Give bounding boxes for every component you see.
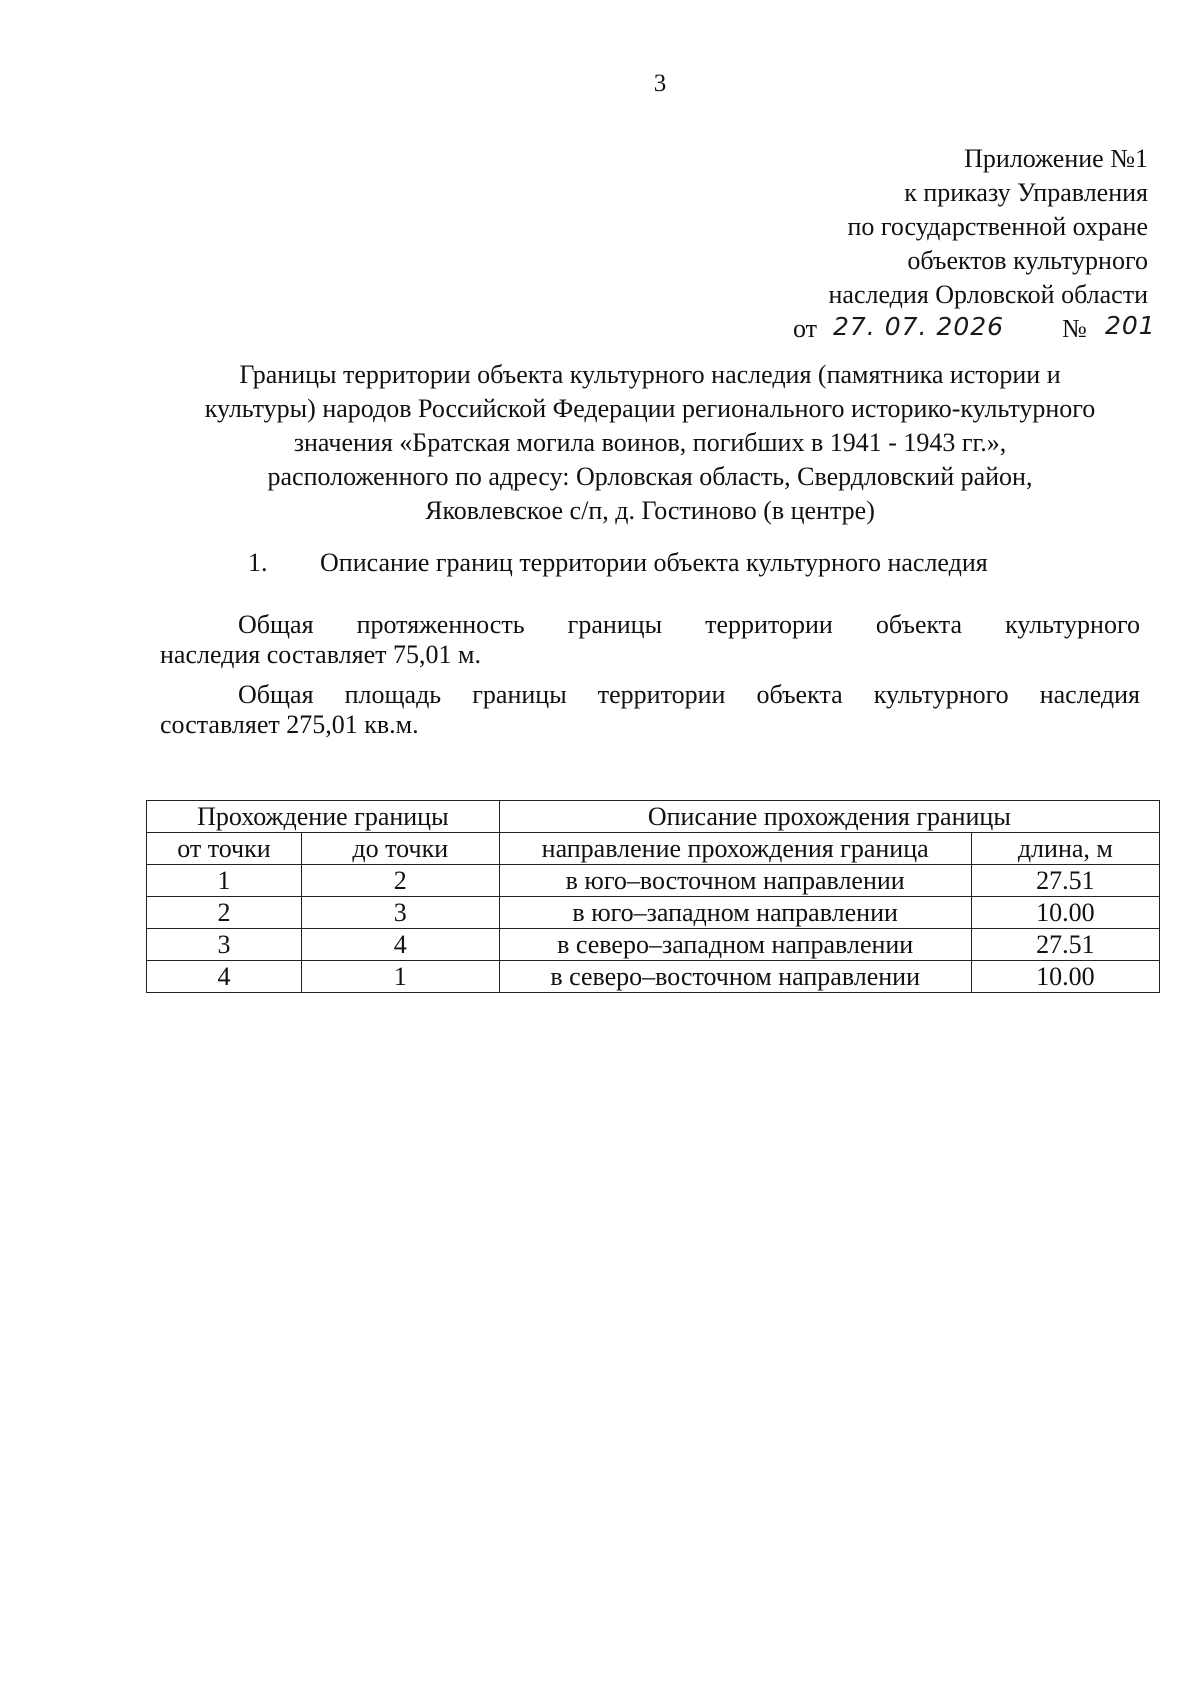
cell-direction: в юго–восточном направлении [499, 865, 971, 897]
section-heading [248, 548, 1068, 578]
appendix-header [793, 142, 1156, 348]
cell-to: 1 [301, 961, 499, 993]
appendix-line: по государственной охране [847, 212, 1148, 241]
table-group-header-row [147, 801, 1160, 833]
table-row [147, 865, 1160, 897]
date-prefix: от [793, 314, 818, 343]
cell-from: 3 [147, 929, 302, 961]
column-header-direction: направление прохождения граница [499, 833, 971, 865]
handwritten-number: 201 [1105, 311, 1156, 340]
group-header-description: Описание прохождения границы [499, 801, 1159, 833]
column-header-length: длина, м [971, 833, 1159, 865]
cell-direction: в юго–западном направлении [499, 897, 971, 929]
section-number: 1. [248, 548, 268, 577]
title-line: культуры) народов Российской Федерации регионального историко-культурного [204, 394, 1096, 423]
section-title: Описание границ территории объекта культурного наследия [320, 548, 988, 577]
cell-length: 10.00 [971, 897, 1159, 929]
paragraph-perimeter [160, 610, 1140, 670]
appendix-line: Приложение №1 [964, 144, 1148, 173]
column-header-from: от точки [147, 833, 302, 865]
table-column-header-row [147, 833, 1160, 865]
appendix-line: объектов культурного [907, 246, 1148, 275]
cell-direction: в северо–восточном направлении [499, 961, 971, 993]
table-row [147, 961, 1160, 993]
page-number: 3 [653, 70, 667, 97]
cell-length: 27.51 [971, 929, 1159, 961]
title-line: Яковлевское с/п, д. Гостиново (в центре) [425, 496, 875, 525]
appendix-line: к приказу Управления [904, 178, 1148, 207]
cell-to: 2 [301, 865, 499, 897]
handwritten-date: 27. 07. 2026 [833, 312, 1005, 341]
cell-direction: в северо–западном направлении [499, 929, 971, 961]
paragraph-line: Общая площадь границы территории объекта культурного наследия [238, 680, 1140, 709]
appendix-line: наследия Орловской области [828, 280, 1148, 309]
title-line: значения «Братская могила воинов, погибших в 1941 - 1943 гг.», [293, 428, 1007, 457]
cell-from: 4 [147, 961, 302, 993]
group-header-passage: Прохождение границы [147, 801, 500, 833]
order-date-line [793, 311, 1156, 348]
column-header-to: до точки [301, 833, 499, 865]
cell-to: 3 [301, 897, 499, 929]
table-row [147, 929, 1160, 961]
cell-length: 27.51 [971, 865, 1159, 897]
table-row [147, 897, 1160, 929]
paragraph-line: наследия составляет 75,01 м. [160, 640, 481, 669]
cell-from: 1 [147, 865, 302, 897]
cell-from: 2 [147, 897, 302, 929]
number-label: № [1062, 314, 1087, 343]
paragraph-area [160, 680, 1140, 740]
title-line: расположенного по адресу: Орловская область, Свердловский район, [267, 462, 1033, 491]
paragraph-line: Общая протяженность границы территории объекта культурного [238, 610, 1140, 639]
paragraph-line: составляет 275,01 кв.м. [160, 710, 419, 739]
document-title [150, 358, 1150, 528]
title-line: Границы территории объекта культурного наследия (памятника истории и [239, 360, 1061, 389]
cell-length: 10.00 [971, 961, 1159, 993]
boundary-table [146, 800, 1160, 993]
cell-to: 4 [301, 929, 499, 961]
